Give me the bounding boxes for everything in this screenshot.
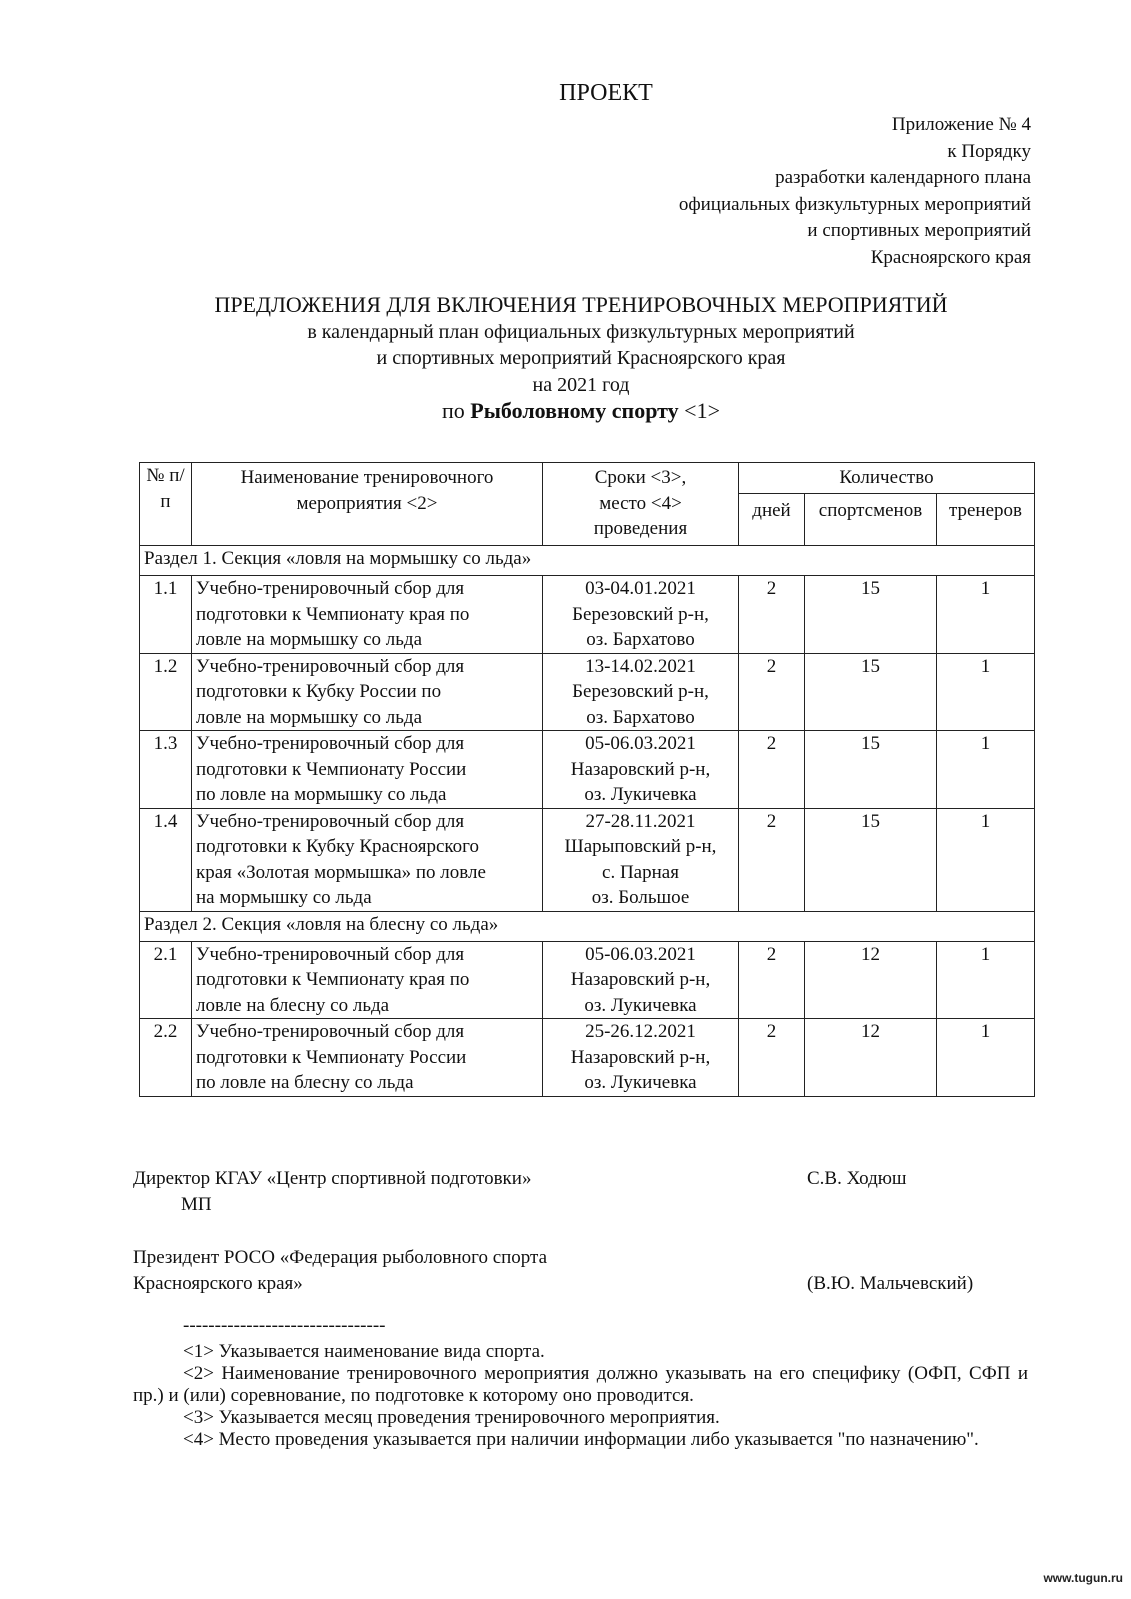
cell-name-line: подготовки к Чемпионату края по xyxy=(196,603,470,625)
cell-athletes: 15 xyxy=(805,576,937,654)
cell-place-line: Березовский р-н, xyxy=(572,681,709,702)
document-heading xyxy=(0,292,1131,425)
heading-title: ПРЕДЛОЖЕНИЯ ДЛЯ ВКЛЮЧЕНИЯ ТРЕНИРОВОЧНЫХ МЕРОПРИЯТИЙ xyxy=(214,292,948,317)
cell-num: 1.4 xyxy=(140,808,192,911)
heading-sport xyxy=(0,398,1131,425)
cell-coaches: 1 xyxy=(937,731,1035,809)
cell-name-line: Учебно-тренировочный сбор для xyxy=(196,1021,465,1042)
cell-num: 2.2 xyxy=(140,1019,192,1097)
heading-year: на 2021 год xyxy=(532,373,630,396)
table-row xyxy=(140,576,1035,654)
cell-place-line: оз. Лукичевка xyxy=(584,994,697,1016)
cell-name-line: края «Золотая мормышка» по ловле xyxy=(196,861,486,883)
cell-name-line: Учебно-тренировочный сбор для xyxy=(196,733,465,754)
cell-name xyxy=(192,941,543,1019)
appendix-block xyxy=(679,112,1031,271)
cell-place-line: 03-04.01.2021 xyxy=(585,578,696,599)
cell-num: 1.3 xyxy=(140,731,192,809)
director-name: С.В. Ходюш xyxy=(807,1168,907,1189)
heading-line: и спортивных мероприятий Красноярского края xyxy=(376,347,786,369)
cell-coaches: 1 xyxy=(937,941,1035,1019)
cell-days: 2 xyxy=(739,808,805,911)
cell-place-line: 05-06.03.2021 xyxy=(585,943,696,965)
header-athletes: спортсменов xyxy=(805,494,937,546)
events-table xyxy=(139,462,1035,1097)
cell-place-line: 25-26.12.2021 xyxy=(585,1021,696,1042)
cell-place-line: Назаровский р-н, xyxy=(570,969,711,990)
cell-name-line: ловле на мормышку со льда xyxy=(196,706,423,728)
cell-place xyxy=(543,731,739,809)
table-row xyxy=(140,731,1035,809)
header-days: дней xyxy=(739,494,805,546)
cell-place-line: Березовский р-н, xyxy=(572,603,709,625)
cell-athletes: 15 xyxy=(805,653,937,731)
cell-name-line: по ловле на блесну со льда xyxy=(196,1072,414,1093)
cell-name-line: Учебно-тренировочный сбор для xyxy=(196,655,465,677)
footnote-4: <4> Место проведения указывается при наличии информации либо указывается "по назначению". xyxy=(183,1429,979,1450)
sport-name: Рыболовному спорту xyxy=(470,398,679,423)
cell-place-line: Назаровский р-н, xyxy=(570,1046,711,1068)
footnote-1: <1> Указывается наименование вида спорта. xyxy=(183,1341,545,1362)
cell-days: 2 xyxy=(739,941,805,1019)
appendix-line: официальных физкультурных мероприятий xyxy=(678,193,1031,215)
cell-place xyxy=(543,653,739,731)
cell-num: 1.2 xyxy=(140,653,192,731)
cell-name-line: Учебно-тренировочный сбор для xyxy=(196,943,465,965)
cell-athletes: 15 xyxy=(805,808,937,911)
cell-athletes: 12 xyxy=(805,941,937,1019)
cell-name-line: подготовки к Чемпионату России xyxy=(196,1046,467,1068)
president-title-line1: Президент РОСО «Федерация рыболовного спорта xyxy=(133,1247,548,1268)
appendix-line: разработки календарного плана xyxy=(775,167,1031,188)
header-quantity: Количество xyxy=(739,463,1035,494)
section-title: Раздел 2. Секция «ловля на блесну со льда» xyxy=(140,911,1035,941)
cell-place-line: 13-14.02.2021 xyxy=(585,655,696,677)
cell-place-line: Назаровский р-н, xyxy=(570,758,711,780)
cell-name-line: подготовки к Чемпионату России xyxy=(196,758,467,780)
president-title-line2: Красноярского края» xyxy=(133,1273,303,1294)
table-body xyxy=(140,546,1035,1097)
cell-place-line: оз. Бархатово xyxy=(586,706,695,728)
footnote-3: <3> Указывается месяц проведения тренировочного мероприятия. xyxy=(183,1407,720,1428)
cell-days: 2 xyxy=(739,653,805,731)
cell-coaches: 1 xyxy=(937,808,1035,911)
cell-coaches: 1 xyxy=(937,1019,1035,1097)
section-row xyxy=(140,911,1035,941)
appendix-line: и спортивных мероприятий xyxy=(807,220,1031,241)
cell-place-line: оз. Бархатово xyxy=(586,629,695,650)
footnote-separator: -------------------------------- xyxy=(183,1315,386,1336)
cell-days: 2 xyxy=(739,576,805,654)
watermark: www.tugun.ru xyxy=(1043,1571,1123,1585)
cell-days: 2 xyxy=(739,1019,805,1097)
cell-name xyxy=(192,808,543,911)
footnotes xyxy=(133,1315,1028,1451)
appendix-line: к Порядку xyxy=(947,140,1031,162)
cell-name xyxy=(192,576,543,654)
cell-num: 1.1 xyxy=(140,576,192,654)
cell-name-line: подготовки к Кубку России по xyxy=(196,681,442,702)
appendix-line: Красноярского края xyxy=(870,246,1031,268)
cell-place-line: оз. Лукичевка xyxy=(584,1072,697,1093)
director-title: Директор КГАУ «Центр спортивной подготовки» xyxy=(133,1168,532,1189)
section-title: Раздел 1. Секция «ловля на мормышку со льда» xyxy=(140,546,1035,576)
stamp-mp: МП xyxy=(181,1194,212,1215)
heading-line: в календарный план официальных физкультурных мероприятий xyxy=(307,320,855,343)
sport-ref: <1> xyxy=(678,398,720,423)
cell-name xyxy=(192,731,543,809)
section-row xyxy=(140,546,1035,576)
header-coaches: тренеров xyxy=(937,494,1035,546)
cell-place-line: с. Парная xyxy=(602,861,679,883)
cell-name xyxy=(192,1019,543,1097)
cell-place xyxy=(543,576,739,654)
cell-name-line: подготовки к Кубку Красноярского xyxy=(196,836,479,857)
table-row xyxy=(140,941,1035,1019)
cell-place-line: оз. Лукичевка xyxy=(584,784,697,805)
project-stamp: ПРОЕКТ xyxy=(559,80,653,106)
cell-place xyxy=(543,1019,739,1097)
cell-place-line: 05-06.03.2021 xyxy=(585,733,696,754)
cell-name-line: Учебно-тренировочный сбор для xyxy=(196,578,465,599)
appendix-line: Приложение № 4 xyxy=(891,114,1031,135)
cell-place-line: оз. Большое xyxy=(591,887,690,908)
cell-name-line: подготовки к Чемпионату края по xyxy=(196,969,470,990)
cell-name-line: Учебно-тренировочный сбор для xyxy=(196,810,465,832)
cell-coaches: 1 xyxy=(937,653,1035,731)
cell-place xyxy=(543,808,739,911)
president-name: (В.Ю. Мальчевский) xyxy=(807,1273,974,1294)
cell-athletes: 15 xyxy=(805,731,937,809)
cell-place-line: Шарыповский р-н, xyxy=(564,836,717,857)
cell-name-line: ловле на блесну со льда xyxy=(196,994,390,1016)
cell-name-line: на мормышку со льда xyxy=(196,887,372,908)
cell-num: 2.1 xyxy=(140,941,192,1019)
cell-name xyxy=(192,653,543,731)
header-dates: Сроки <3>, место <4> проведения xyxy=(543,463,739,546)
cell-days: 2 xyxy=(739,731,805,809)
header-num: № п/п xyxy=(140,463,192,546)
footnote-2: <2> Наименование тренировочного мероприятия должно указывать на его специфику (ОФП, СФП и пр.) и (или) соревнование, по подготовке к которому оно проводится. xyxy=(133,1363,1028,1406)
table-row xyxy=(140,808,1035,911)
header-name: Наименование тренировочного мероприятия <2> xyxy=(192,463,543,546)
cell-place xyxy=(543,941,739,1019)
cell-name-line: по ловле на мормышку со льда xyxy=(196,784,447,805)
cell-coaches: 1 xyxy=(937,576,1035,654)
cell-place-line: 27-28.11.2021 xyxy=(585,810,696,832)
cell-name-line: ловле на мормышку со льда xyxy=(196,629,423,650)
cell-athletes: 12 xyxy=(805,1019,937,1097)
sport-prefix: по xyxy=(442,398,471,423)
table-row xyxy=(140,653,1035,731)
table-row xyxy=(140,1019,1035,1097)
